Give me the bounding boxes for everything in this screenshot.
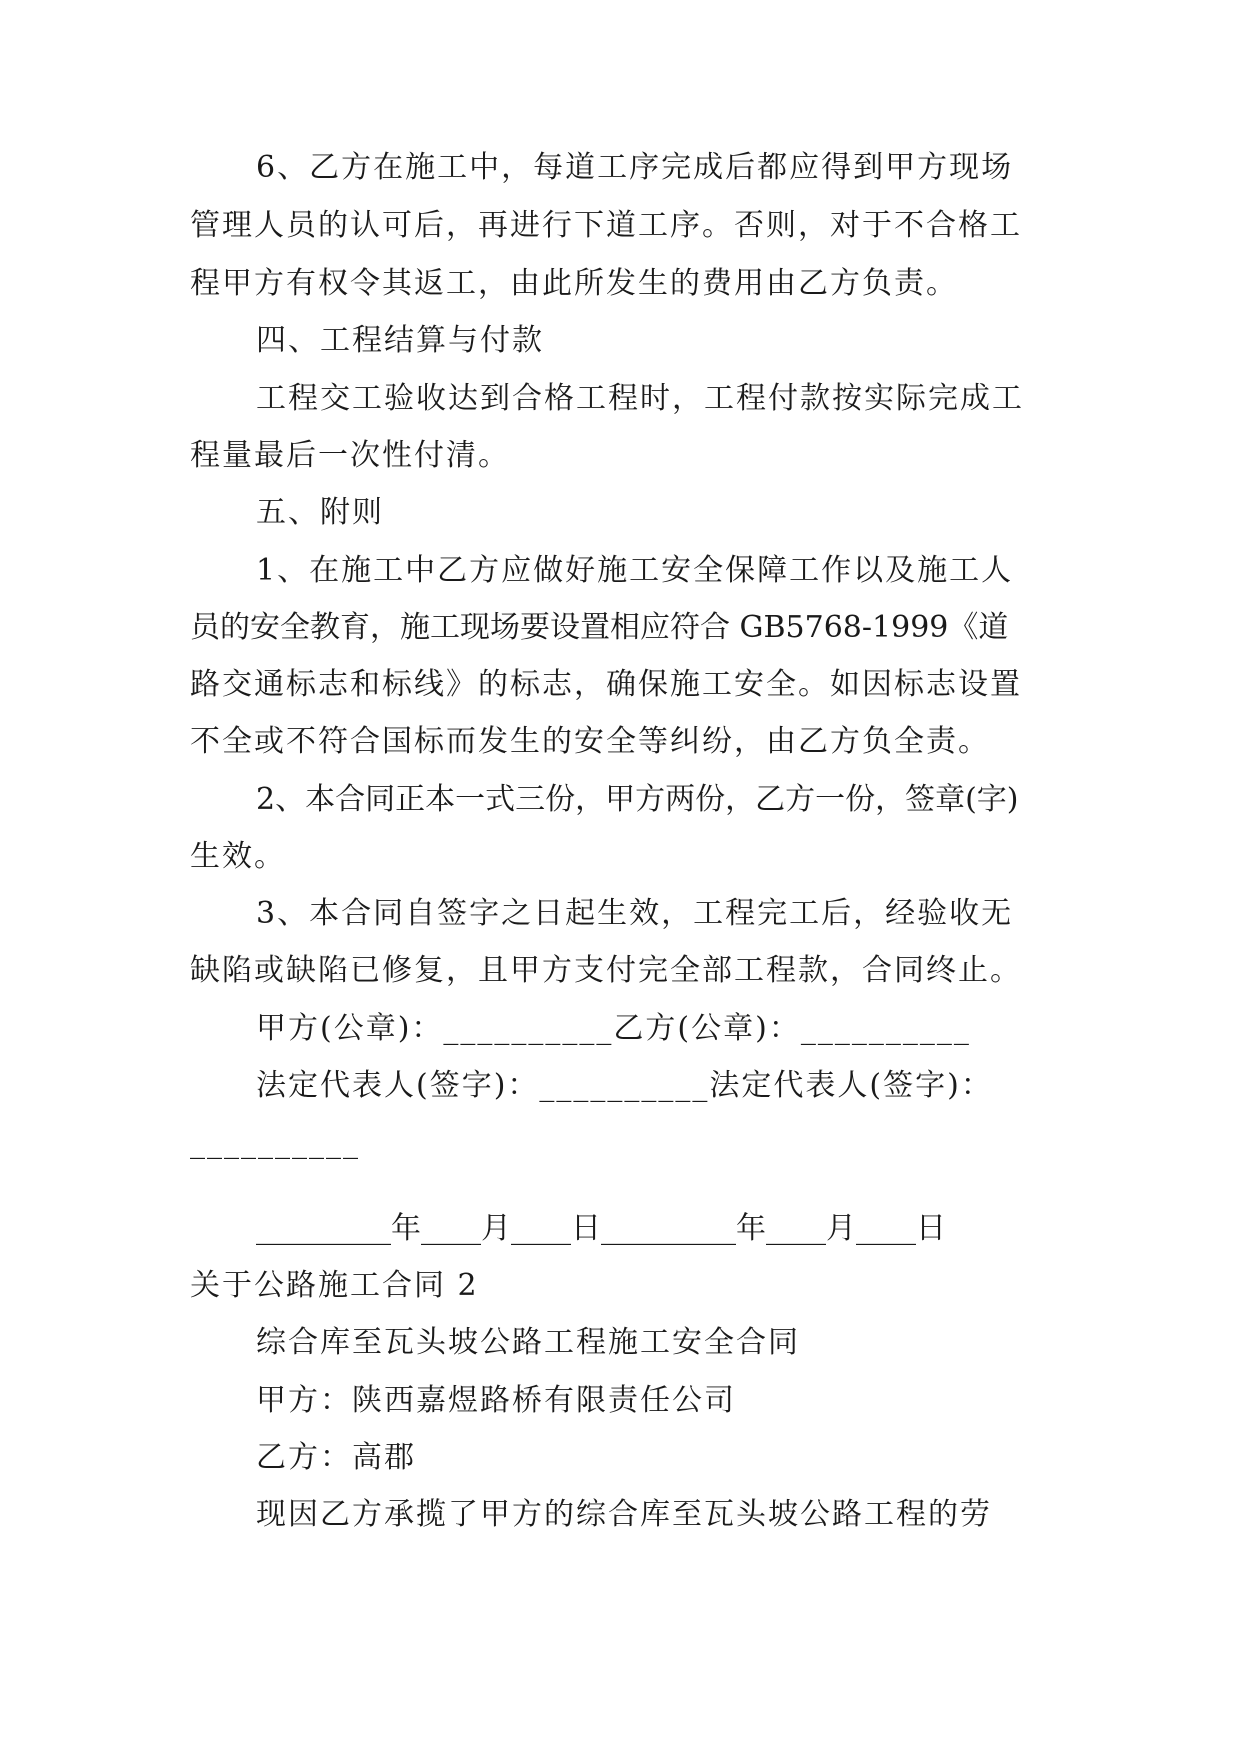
paragraph-line: 管理人员的认可后，再进行下道工序。否则，对于不合格工 <box>190 208 1022 243</box>
paragraph-line: 工程交工验收达到合格工程时，工程付款按实际完成工 <box>256 381 1024 416</box>
section-heading: 四、工程结算与付款 <box>256 323 544 358</box>
section-heading: 五、附则 <box>256 495 384 530</box>
paragraph-line: 生效。 <box>190 839 286 874</box>
paragraph-line: 2、本合同正本一式三份，甲方两份，乙方一份，签章(字) <box>256 782 1019 817</box>
party-b-line: 乙方：高郡 <box>256 1440 416 1475</box>
paragraph-line: 现因乙方承揽了甲方的综合库至瓦头坡公路工程的劳 <box>256 1497 992 1532</box>
signature-line-seal: 甲方(公章)：__________乙方(公章)：__________ <box>256 1011 971 1046</box>
date-line: _________年____月____日_________年____月____日 <box>256 1211 946 1246</box>
paragraph-line: 路交通标志和标线》的标志，确保施工安全。如因标志设置 <box>190 667 1022 702</box>
paragraph-line: 程甲方有权令其返工，由此所发生的费用由乙方负责。 <box>190 266 958 301</box>
paragraph-line: 6、乙方在施工中，每道工序完成后都应得到甲方现场 <box>256 150 1014 185</box>
signature-line-representative: 法定代表人(签字)：__________法定代表人(签字)： <box>256 1068 993 1103</box>
paragraph-line: 缺陷或缺陷已修复，且甲方支付完全部工程款，合同终止。 <box>190 953 1022 988</box>
contract-title: 综合库至瓦头坡公路工程施工安全合同 <box>256 1325 800 1360</box>
paragraph-line: 1、在施工中乙方应做好施工安全保障工作以及施工人 <box>256 553 1014 588</box>
paragraph-line: 程量最后一次性付清。 <box>190 438 510 473</box>
party-a-line: 甲方：陕西嘉煜路桥有限责任公司 <box>256 1383 736 1418</box>
paragraph-line: 3、本合同自签字之日起生效，工程完工后，经验收无 <box>256 896 1014 931</box>
paragraph-line: 员的安全教育，施工现场要设置相应符合 GB5768-1999《道 <box>190 610 1009 645</box>
signature-blank: __________ <box>190 1125 360 1160</box>
document-heading: 关于公路施工合同 2 <box>190 1268 479 1303</box>
paragraph-line: 不全或不符合国标而发生的安全等纠纷，由乙方负全责。 <box>190 724 990 759</box>
